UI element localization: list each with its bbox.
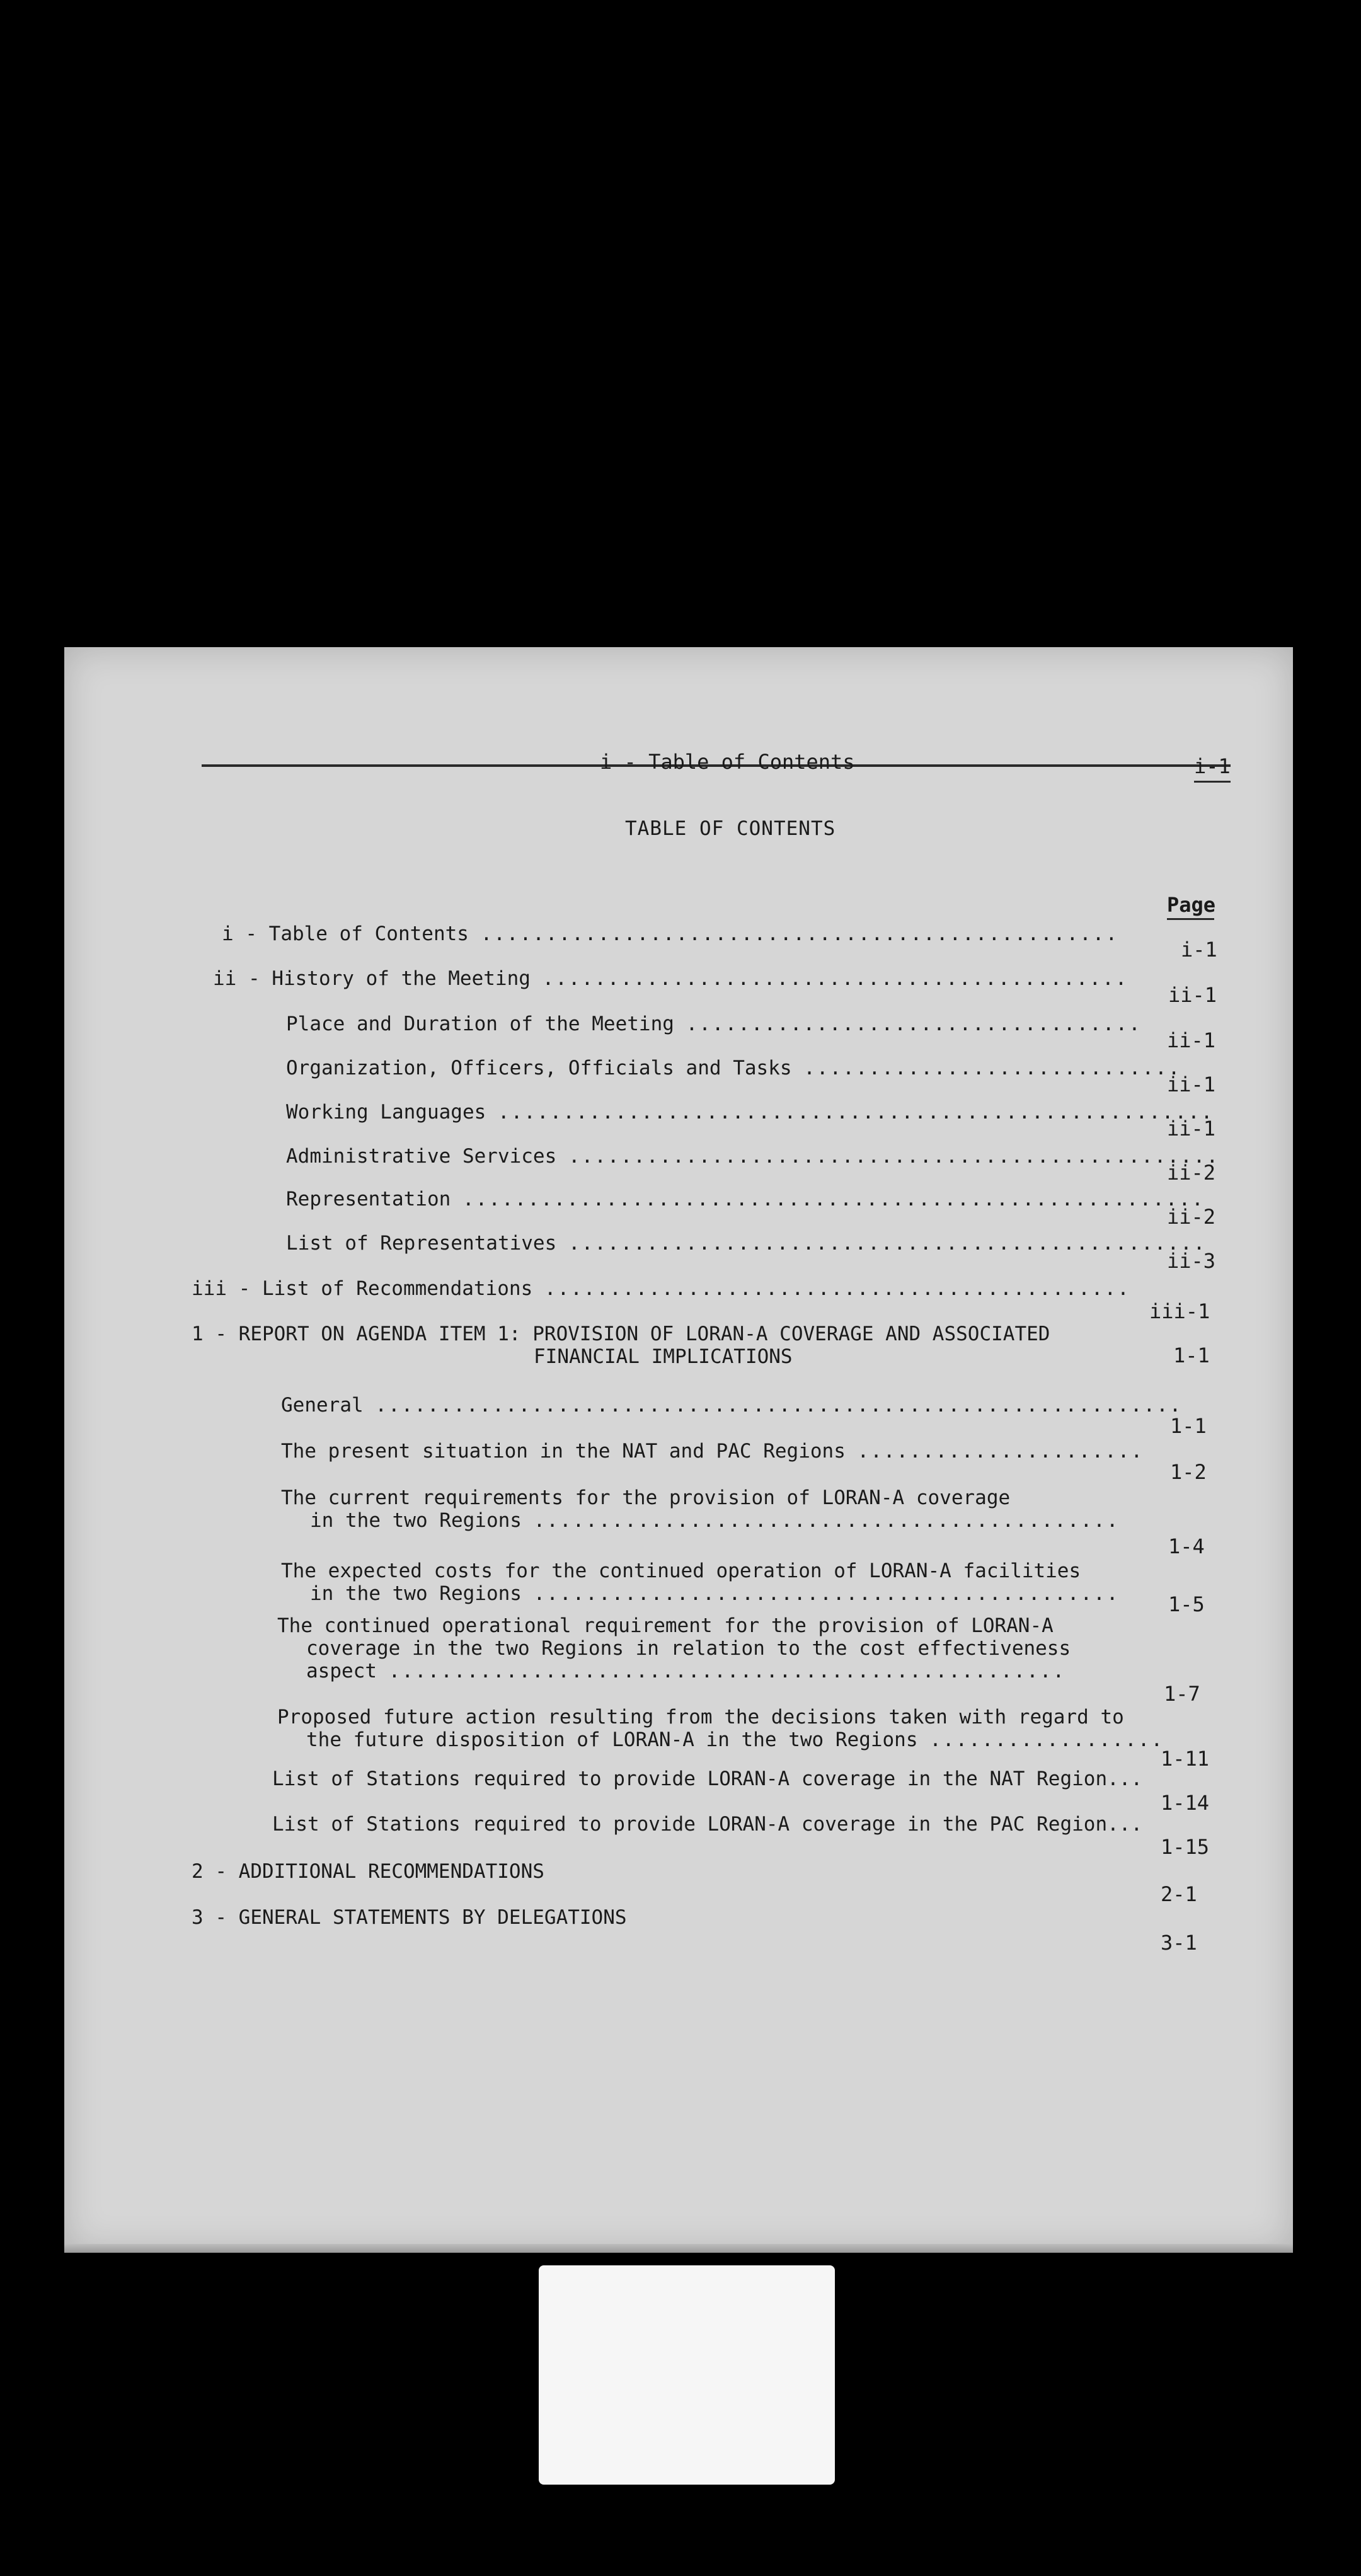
toc-page: 3-1 <box>1161 1931 1197 1955</box>
page-bottom-edge <box>64 2244 1293 2253</box>
toc-page: 1-5 <box>1168 1592 1205 1616</box>
toc-page: 1-14 <box>1161 1791 1210 1815</box>
toc-page: ii-2 <box>1167 1161 1216 1185</box>
toc-entry-working-languages: Working Languages ....................................................... <box>286 1101 1214 1124</box>
running-header: i - Table of Contents <box>600 750 855 774</box>
page-column-header: Page <box>1167 893 1216 917</box>
toc-page: iii-1 <box>1149 1299 1210 1323</box>
page-column-underline <box>1167 918 1214 920</box>
toc-entry-list-of-representatives: List of Representatives ................................................. <box>286 1232 1207 1255</box>
toc-page: 1-1 <box>1173 1343 1210 1367</box>
toc-entry-general: General .............................................................. <box>281 1394 1183 1417</box>
toc-page: ii-3 <box>1167 1249 1216 1273</box>
toc-entry-general-statements: 3 - GENERAL STATEMENTS BY DELEGATIONS <box>192 1906 627 1929</box>
toc-page: 1-11 <box>1161 1747 1210 1771</box>
toc-page: ii-2 <box>1167 1205 1216 1229</box>
document-page <box>64 647 1293 2253</box>
toc-page: 2-1 <box>1161 1882 1197 1906</box>
toc-page: ii-1 <box>1167 1117 1216 1141</box>
toc-entry-current-requirements: The current requirements for the provision of LORAN-A coverage in the two Regions ............................................. <box>281 1486 1120 1532</box>
toc-page: 1-7 <box>1164 1682 1200 1706</box>
toc-entry-representation: Representation ......................................................... <box>286 1188 1205 1210</box>
film-card-stub <box>539 2265 835 2485</box>
toc-page: 1-1 <box>1170 1414 1207 1438</box>
toc-entry-stations-pac: List of Stations required to provide LORAN-A coverage in the PAC Region... <box>272 1813 1143 1836</box>
toc-page: 1-4 <box>1168 1534 1205 1558</box>
toc-page: 1-15 <box>1161 1835 1210 1859</box>
toc-entry-expected-costs: The expected costs for the continued operation of LORAN-A facilities in the two Regions ............................................. <box>281 1560 1120 1605</box>
toc-entry-report-item-1: 1 - REPORT ON AGENDA ITEM 1: PROVISION OF LORAN-A COVERAGE AND ASSOCIATED FINANCIAL IMPLICATIONS <box>192 1323 1050 1368</box>
page-title: TABLE OF CONTENTS <box>625 817 836 840</box>
header-page-underline <box>1194 781 1231 783</box>
toc-page: ii-1 <box>1167 1028 1216 1052</box>
toc-entry-organization: Organization, Officers, Officials and Tasks ............................. <box>286 1057 1181 1079</box>
toc-page: 1-2 <box>1170 1460 1207 1484</box>
toc-entry-place-duration: Place and Duration of the Meeting ................................... <box>286 1013 1142 1035</box>
toc-entry-stations-nat: List of Stations required to provide LORAN-A coverage in the NAT Region... <box>272 1768 1143 1790</box>
toc-entry-administrative-services: Administrative Services .................................................. <box>286 1145 1220 1168</box>
toc-entry-history: ii - History of the Meeting ............................................. <box>213 967 1128 990</box>
toc-entry-list-of-recommendations: iii - List of Recommendations ............................................. <box>192 1277 1130 1300</box>
toc-page: ii-1 <box>1168 983 1217 1007</box>
toc-entry-additional-recommendations: 2 - ADDITIONAL RECOMMENDATIONS <box>192 1860 544 1883</box>
toc-entry-proposed-future-action: Proposed future action resulting from the decisions taken with regard to the future disposition of LORAN-A in the two Regions .................. <box>277 1706 1164 1751</box>
toc-entry-table-of-contents: i - Table of Contents ................................................. <box>222 923 1119 945</box>
toc-entry-present-situation: The present situation in the NAT and PAC Regions ...................... <box>281 1440 1144 1463</box>
toc-entry-continued-operational: The continued operational requirement for the provision of LORAN-A coverage in the two Regions in relation to the cost effectiveness aspect .................................................... <box>277 1614 1071 1682</box>
header-page-number: i-1 <box>1194 754 1231 778</box>
toc-page: ii-1 <box>1167 1072 1216 1096</box>
toc-page: i-1 <box>1181 938 1217 962</box>
